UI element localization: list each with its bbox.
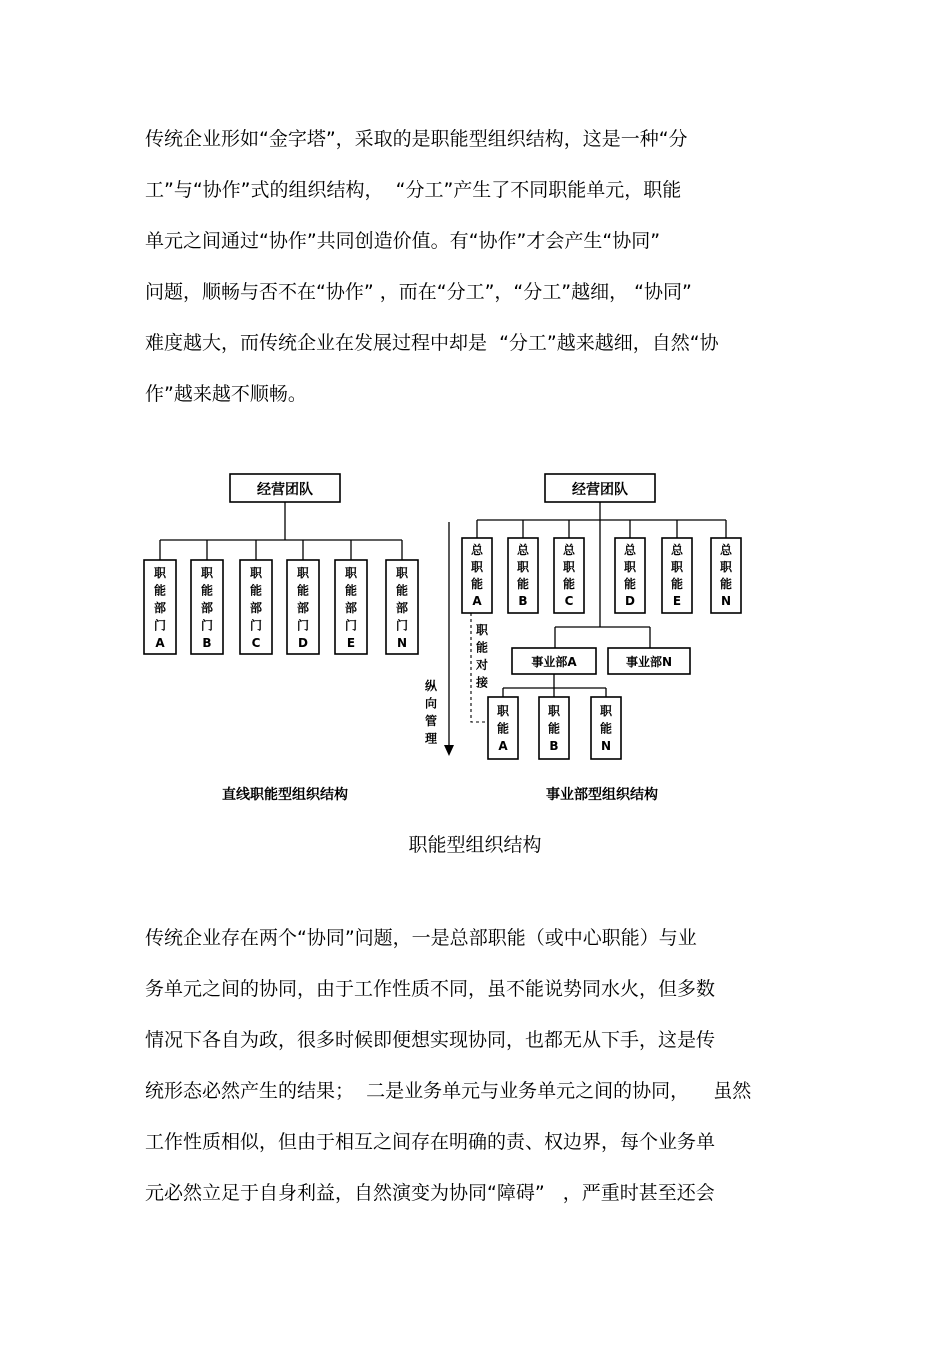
department-box-char: 职 <box>344 566 358 580</box>
figure-caption: 职能型组织结构 <box>408 834 542 856</box>
text-line: 工作性质相似，但由于相互之间存在明确的责、权边界，每个业务单 <box>145 1131 716 1153</box>
left-chart-caption: 直线职能型组织结构 <box>222 787 348 803</box>
department-box-char: 职 <box>200 566 214 580</box>
hq-function-box-char: 职 <box>470 560 484 574</box>
division-function-box-char: N <box>600 739 612 753</box>
division-function-box-char: B <box>549 739 559 753</box>
text-line: 传统企业存在两个“协同”问题，一是总部职能（或中心职能）与业 <box>145 927 697 949</box>
division-function-box-char: 能 <box>547 721 561 736</box>
hq-function-box-char: 职 <box>719 560 733 574</box>
department-box-char: 部 <box>395 601 409 615</box>
department-box-char: 门 <box>395 618 409 633</box>
vertical-management-label-char: 管 <box>424 714 438 728</box>
arrow-down-icon <box>444 745 454 756</box>
department-box <box>240 560 272 654</box>
hq-function-box-char: 能 <box>516 577 530 591</box>
hq-function-box <box>462 538 492 613</box>
hq-function-box-char: 能 <box>470 577 484 591</box>
hq-function-box <box>615 538 645 613</box>
department-box-char: 门 <box>153 618 167 633</box>
hq-function-box <box>662 538 692 613</box>
hq-function-box-char: A <box>472 594 482 608</box>
department-box-char: 能 <box>395 583 409 598</box>
division-function-box <box>539 697 569 759</box>
docking-label-char: 职 <box>475 623 489 637</box>
hq-function-box-char: 能 <box>562 577 576 591</box>
text-line: 工”与“协作”式的组织结构， “分工”产生了不同职能单元，职能 <box>145 179 682 201</box>
department-box-char: 部 <box>249 601 263 615</box>
department-box-char: 部 <box>344 601 358 615</box>
division-function-box <box>591 697 621 759</box>
text-line: 作”越来越不顺畅。 <box>145 383 307 405</box>
docking-label-char: 能 <box>475 640 489 655</box>
department-box <box>335 560 367 654</box>
department-box-char: 能 <box>153 583 167 598</box>
hq-function-box-char: 职 <box>670 560 684 574</box>
docking-label-char: 对 <box>475 658 489 672</box>
text-line: 问题，顺畅与否不在“协作” ，而在“分工”，“分工”越细， “协同” <box>145 281 692 303</box>
department-box-char: B <box>202 636 212 650</box>
vertical-management-label-char: 纵 <box>424 679 438 693</box>
department-box <box>144 560 176 654</box>
hq-function-box-char: 总 <box>470 543 484 557</box>
department-box <box>287 560 319 654</box>
text-line: 情况下各自为政，很多时候即便想实现协同，也都无从下手，这是传 <box>145 1029 716 1051</box>
text-line: 务单元之间的协同，由于工作性质不同，虽不能说势同水火，但多数 <box>145 978 716 1000</box>
department-box-char: 职 <box>153 566 167 580</box>
left-top-label: 经营团队 <box>257 482 313 498</box>
hq-function-box-char: 总 <box>670 543 684 557</box>
department-box-char: 能 <box>296 583 310 598</box>
department-box-char: 能 <box>249 583 263 598</box>
vertical-management-label-char: 向 <box>424 696 438 711</box>
hq-function-box-char: N <box>720 594 732 608</box>
division-function-box-char: 能 <box>599 721 613 736</box>
division-function-box-char: 能 <box>496 721 510 736</box>
text-line: 元必然立足于自身利益，自然演变为协同“障碍” ，严重时甚至还会 <box>145 1182 715 1204</box>
hq-function-box-char: 能 <box>719 577 733 591</box>
department-box-char: 门 <box>344 618 358 633</box>
department-box-char: 部 <box>296 601 310 615</box>
text-line: 难度越大，而传统企业在发展过程中却是 “分工”越来越细，自然“协 <box>145 332 719 354</box>
hq-function-box-char: B <box>518 594 528 608</box>
department-box-char: A <box>155 636 165 650</box>
department-box-char: 门 <box>296 618 310 633</box>
department-box-char: 门 <box>249 618 263 633</box>
hq-function-box-char: E <box>672 594 682 608</box>
department-box-char: 部 <box>153 601 167 615</box>
hq-function-box-char: 总 <box>516 543 530 557</box>
hq-function-box <box>711 538 741 613</box>
hq-function-box-char: 职 <box>516 560 530 574</box>
hq-function-box-char: 职 <box>623 560 637 574</box>
department-box-char: E <box>346 636 356 650</box>
hq-function-box-char: C <box>564 594 574 608</box>
division-function-box-char: 职 <box>496 704 510 718</box>
paragraph-synergy <box>145 927 825 1233</box>
division-n-label: 事业部N <box>625 655 673 669</box>
hq-function-box <box>554 538 584 613</box>
text-line: 统形态必然产生的结果； 二是业务单元与业务单元之间的协同， 虽然 <box>145 1080 752 1102</box>
hq-function-box-char: 总 <box>719 543 733 557</box>
department-box <box>191 560 223 654</box>
text-line: 传统企业形如“金字塔”，采取的是职能型组织结构，这是一种“分 <box>145 128 688 150</box>
hq-function-box-char: 职 <box>562 560 576 574</box>
division-function-box-char: A <box>498 739 508 753</box>
division-function-box-char: 职 <box>599 704 613 718</box>
right-org-chart <box>425 474 741 803</box>
department-box-char: 门 <box>200 618 214 633</box>
department-box-char: 职 <box>395 566 409 580</box>
department-box-char: D <box>298 636 308 650</box>
hq-function-box <box>508 538 538 613</box>
hq-function-box-char: 总 <box>562 543 576 557</box>
department-box <box>386 560 418 654</box>
right-top-label: 经营团队 <box>572 482 628 498</box>
hq-function-box-char: D <box>625 594 635 608</box>
docking-label-char: 接 <box>475 675 489 690</box>
department-box-char: N <box>396 636 408 650</box>
department-box-char: 部 <box>200 601 214 615</box>
vertical-management-label-char: 理 <box>424 731 438 746</box>
right-chart-caption: 事业部型组织结构 <box>546 787 658 803</box>
department-box-char: C <box>251 636 261 650</box>
department-box-char: 职 <box>296 566 310 580</box>
left-org-chart <box>144 474 418 803</box>
department-box-char: 职 <box>249 566 263 580</box>
division-function-box-char: 职 <box>547 704 561 718</box>
hq-function-box-char: 能 <box>623 577 637 591</box>
hq-function-box-char: 能 <box>670 577 684 591</box>
department-box-char: 能 <box>344 583 358 598</box>
division-a-label: 事业部A <box>531 655 577 669</box>
hq-function-box-char: 总 <box>623 543 637 557</box>
division-function-box <box>488 697 518 759</box>
text-line: 单元之间通过“协作”共同创造价值。有“协作”才会产生“协同” <box>145 230 661 252</box>
department-box-char: 能 <box>200 583 214 598</box>
